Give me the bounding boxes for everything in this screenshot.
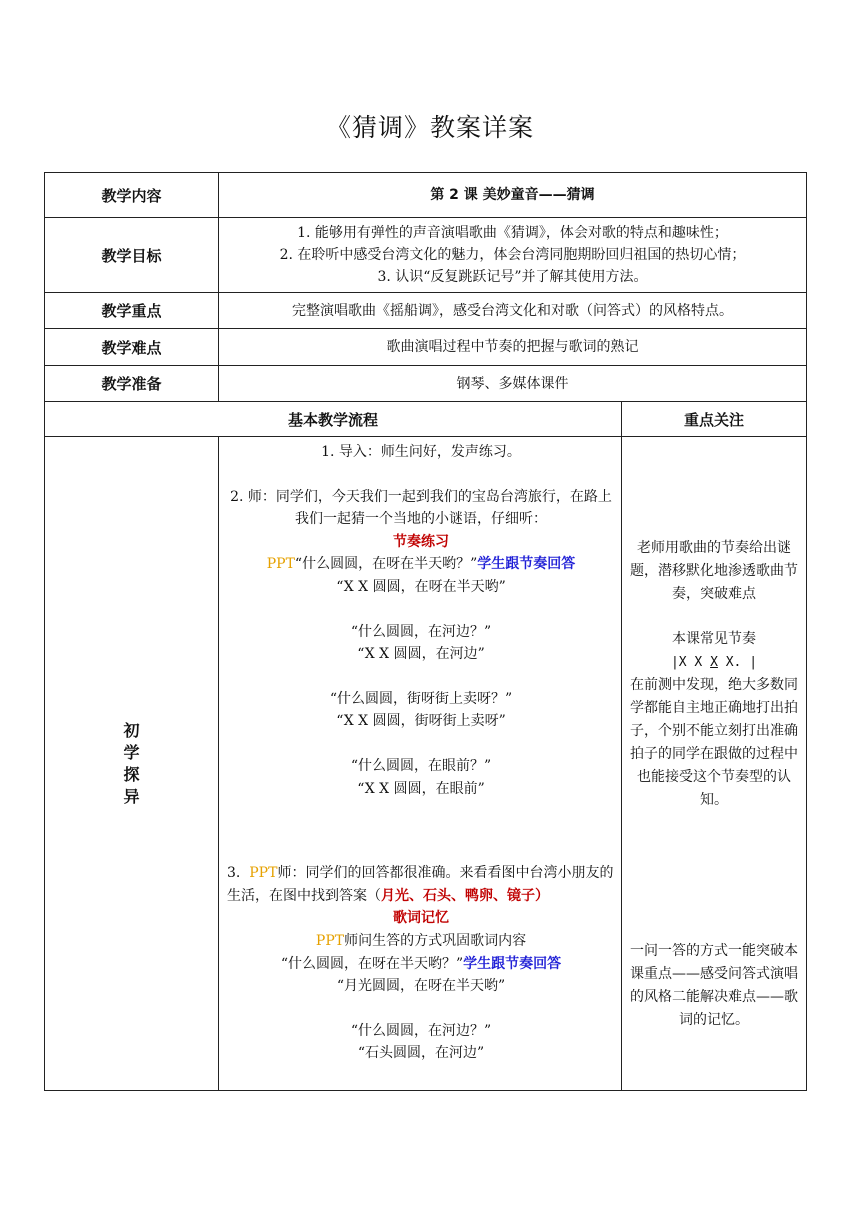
lyrics-method-line	[227, 930, 615, 953]
lesson-plan-table	[44, 172, 807, 1091]
focus-value: 完整演唱歌曲《摇船调》，感受台湾文化和对歌（问答式）的风格特点。	[219, 293, 807, 329]
stage-char: 学	[123, 742, 140, 762]
lyrics-question: “什么圆圆，在呀在半天哟？”	[280, 955, 464, 972]
flow-body-row	[45, 437, 807, 1091]
focus-note-pretest: 在前测中发现，绝大多数同学都能自主地正确地打出拍子，个别不能立刻打出准确拍子的同学在跟做的过程中也能接受这个节奏型的认知。	[630, 677, 798, 808]
stage-char: 异	[123, 786, 140, 806]
focus-note-title: 本课常见节奏	[672, 631, 756, 647]
content-value: 第 2 课 美妙童音——猜调	[219, 173, 807, 218]
row-content	[45, 173, 807, 218]
focus-label: 教学重点	[45, 293, 219, 329]
step1-text: 1. 导入：师生问好，发声练习。	[321, 444, 521, 460]
focus-notes-cell	[622, 437, 807, 1091]
riddle-line	[227, 553, 615, 576]
lyrics-answer: “月光圆圆，在呀在半天哟”	[336, 978, 506, 995]
riddle-question: “什么圆圆，在呀在半天哟？”	[294, 556, 478, 573]
riddle-answer: “X X 圆圆，在眼前”	[357, 780, 485, 797]
goal-item: 2. 在聆听中感受台湾文化的魅力，体会台湾同胞期盼回归祖国的热切心情；	[279, 247, 746, 263]
flow-header: 基本教学流程	[45, 402, 622, 437]
ppt-label: PPT	[315, 932, 345, 949]
row-focus	[45, 293, 807, 329]
riddle-answer: “X X 圆圆，街呀街上卖呀”	[336, 713, 506, 730]
goals-label: 教学目标	[45, 218, 219, 293]
student-cue: 学生跟节奏回答	[463, 955, 562, 972]
lyrics-question: “什么圆圆，在河边？”	[350, 1022, 492, 1039]
content-label: 教学内容	[45, 173, 219, 218]
row-difficulty	[45, 329, 807, 366]
step3-body: 师：同学们的回答都很准确。来看看图中台湾小朋友的生活，在图中找到答案（	[227, 865, 614, 904]
student-cue: 学生跟节奏回答	[477, 556, 576, 573]
stage-char: 探	[123, 764, 140, 784]
lyrics-method: 师问生答的方式巩固歌词内容	[344, 932, 527, 949]
focus-note-qa: 一问一答的方式一能突破本课重点——感受问答式演唱的风格二能解决难点——歌词的记忆。	[630, 943, 798, 1028]
goal-item: 3. 认识“反复跳跃记号”并了解其使用方法。	[377, 269, 648, 285]
lyrics-answer: “石头圆圆，在河边”	[357, 1045, 485, 1062]
focus-note-rhythm: 老师用歌曲的节奏给出谜题，潜移默化地渗透歌曲节奏，突破难点	[630, 540, 798, 602]
ppt-label: PPT	[249, 865, 278, 882]
step3-close: ）	[535, 887, 549, 904]
step2-text: 2. 师：同学们，今天我们一起到我们的宝岛台湾旅行，在路上我们一起猜一个当地的小谜语，仔细听：	[230, 488, 612, 528]
riddle-question: “什么圆圆，在河边？”	[350, 623, 492, 640]
goal-item: 1. 能够用有弹性的声音演唱歌曲《猜调》，体会对歌的特点和趣味性；	[297, 225, 728, 241]
goals-value	[219, 218, 807, 293]
stage-label	[45, 437, 219, 1091]
step3-answers: 月光、石头、鸭卵、镜子	[381, 887, 535, 904]
document-title: 《猜调》教案详案	[325, 113, 534, 142]
ppt-label: PPT	[266, 556, 295, 573]
step3-text	[227, 862, 615, 907]
difficulty-value: 歌曲演唱过程中节奏的把握与歌词的熟记	[219, 329, 807, 366]
step3-number: 3.	[227, 865, 241, 882]
riddle-answer: “X X 圆圆，在河边”	[357, 646, 485, 663]
stage-char: 初	[123, 720, 140, 740]
riddle-question: “什么圆圆，街呀街上卖呀？”	[329, 690, 513, 707]
row-goals	[45, 218, 807, 293]
prep-label: 教学准备	[45, 366, 219, 402]
prep-value: 钢琴、多媒体课件	[219, 366, 807, 402]
rhythm-practice-heading: 节奏练习	[393, 533, 449, 550]
rhythm-pattern: |X X X X. |	[670, 655, 758, 670]
lyrics-line	[227, 953, 615, 976]
process-cell	[219, 437, 622, 1091]
riddle-answer: “X X 圆圆，在呀在半天哟”	[336, 578, 506, 595]
difficulty-label: 教学难点	[45, 329, 219, 366]
riddle-question: “什么圆圆，在眼前？”	[350, 757, 492, 774]
focus-header: 重点关注	[622, 402, 807, 437]
flow-header-row	[45, 402, 807, 437]
lyrics-memory-heading: 歌词记忆	[393, 910, 449, 927]
row-prep	[45, 366, 807, 402]
